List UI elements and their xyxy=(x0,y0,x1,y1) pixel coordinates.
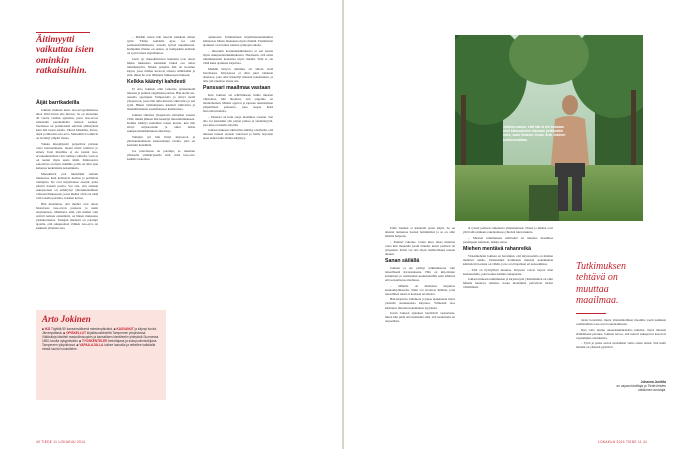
paragraph: Kun valta tuntuu oikeudenmukaiselta kaikista, myös miesten elämänlaatu paranee. Jokinen toivoo, että tulevat sukupolvet kasvavat vapaampina odotuksista. xyxy=(576,327,666,340)
bio-text: kulkee laavuilla ja retkeilee kaikkialla missä luonto houkuttelee. xyxy=(42,343,156,352)
bio-label: TYÖSKENTELEE xyxy=(81,339,108,344)
bio-label: OPISKELLUT xyxy=(66,331,86,336)
paragraph: – Pannari rakoilee. Usein mies alkaa muuttua vasta kun menettää jotain tärkeää, kuten perheen tai työpaikan. Kriisi voi olla myös mahdollisuus uuteen alkuun. xyxy=(385,239,455,256)
bio-text: ja käynyt koulut Järvenpäässä. xyxy=(42,327,157,336)
paragraph: – Innostuin koruuntutkimuksesta ja sen kautta myös sukupuolentutkimuksesta. Huomasin, että sama tutkimuskenttä koskettaa myös miehiä. Sillä ei ole väliä kuka ajatukset kirjoittaa. xyxy=(203,48,273,65)
subheading-sanan: Sanan säilällä xyxy=(385,257,420,264)
paragraph: Miehiin liittyvä tutkimus oli silloin vielä harvinaista. Kirjastossa ei ollut juuri lainkaan aineistoa, joka olisi käsitellyt miesten kokemuksia, ja aihe piti rakentaa alusta asti. xyxy=(203,66,273,83)
paragraph: tiedot tiedettäisi, mutta yhteismitallinen maailma vaatii kaikkien osallistumista tasa-arvon rakentamiseen. xyxy=(576,318,666,327)
paragraph: Jos tulevaisuus on parempi, se rakentuu yhteiselle ymmärrykselle siitä, mitä tasa-arvo kaikille tarkoittaa. xyxy=(127,148,195,161)
paragraph: Virkamiehenä Jokinen on havainnut, että kirjastoalalla on miehen mentävä aukko. Esimerkiksi kotimaisia miesten kokemuksia käsitteleviä teoksia on vähän, ja ne ovat hajallaan eri kokoelmissa. xyxy=(463,253,553,266)
photo-caption: Jokinen sanoo, että hän ei ole koskaan ollut kiinnostunut olemaan pelkästään mies, vaan ihminen. Kuva: Arto Jokinen kotikonnuillaan. xyxy=(503,125,566,142)
paragraph: Jaarit ryt miesaktiivisten kuuntelu ovat olleet hänen mukaansa kuitenkin tärkeä osa omaa tutkimustyötä. Niiden pohjalta hän on koonnut kirjan, jossa miehet kertovat omasta elämästään ja siitä, miksi he ovat lähteneet liikkeeseen mukaan. xyxy=(127,56,195,78)
paragraph: – Tyttö ja poika saavat molemmat valita oman tiensä. Sitä kohti meidän on yhdessä pyrittävä. xyxy=(576,341,666,350)
bio-box-title: Arto Jokinen xyxy=(42,314,91,324)
author-signature xyxy=(606,380,666,392)
footer-right: LOKAKUU 2014 TIEDE 11 41 xyxy=(598,440,648,444)
author-title: on vapaa toimittaja ja Tiede-lehden vakituinen avustaja. xyxy=(616,384,666,393)
article-column-3 xyxy=(203,35,273,402)
paragraph: Miesaktiivit ovat mielellään samoin tilanteessa kuin kohtaavat mediaa ja poliittisia toimijoita. Ne ovat kirjoittaneet esseitä, jotka pitävät naisten puolta. Vol olla, että samaan uskopuoleen on kehittynyt yhteiskunnallinen vahvaan liikkeeseen, jossa miehet eivät ole enää vain toisella puolella. Jokinen kertoo. xyxy=(36,171,98,201)
article-column-5 xyxy=(463,226,553,402)
paragraph: opinnoista. Feministinen kirjallisuudentutkimus kiinnostaa hänen mukaansa myös miehiä. Feministien ajatukset ovat tulleet tutuksi opintojen aikana. xyxy=(203,35,273,48)
paragraph: tä työssä perheen vaikutusta yhteiskuntaan. Naiset ja miehet ovat yhtä lailla mukana rakentamassa yhteistä tulevaisuutta. xyxy=(463,226,553,235)
paragraph: Jokinen mukaan koko tasa-arvopolitiikassa alkoi 2010-luvun alla murros. Se on haastanut 40 vuotta vanhan ajattelun, jossa tasa-arvoa edistetään parantamalla naisten asemaa. Suomessa on perinteisesti sellaisia yhdistyksiä kuin Isät lasten asialla, Vihreä Miesliike, Perus-Äijät ja Miesten tasa-arvo. Miesaktiivit toimivat on levinnyt ympäri maata. xyxy=(36,108,98,141)
paragraph: – Miesten tutkimuksen tehtävänä on muuttaa maailmaa parempaan suuntaan, tutkija sanoo. xyxy=(463,235,553,244)
article-column-4 xyxy=(385,226,455,402)
bio-text: kirjallisuustiedettä Tampereen yliopistossa. Väitöskirja käsitteli maskuliinisuuden ja kansallisen identiteetin yhteyksiä Suomessa 1800-luvulta nykypäivään. xyxy=(42,331,159,344)
paragraph: Jokisen mukaan tutkimuksen ja kirjastotyön yhdistäminen on ollut hänelle luonteva ratkaisu, koska molemmat palvelevat tiedon välittämistä. xyxy=(463,277,553,290)
article-column-1 xyxy=(36,98,98,306)
subheading-aijat: Äijät barrikadeilla xyxy=(36,100,80,106)
paragraph: – Minulle on mieluisaa kirjoittaa kaunokirjallisuutta. Siinä voi tavoittaa ihmisiä, joita tieteellinen teksti ei koskaan tavoittaisi. xyxy=(385,283,455,296)
paragraph: Jokinen väittelee yliopistosta tohtoriksi vuonna 1990, minkä jälkeen hän keskittyi miestutkimukseen. Kelkka kääntyi kuitenkin toisen kerran, kun hän siirtyi kirjastoalalle ja alkoi tutkia sukupuolentutkimuksen aineistoja. xyxy=(127,112,195,134)
paragraph: Kun Jokinen sai tehtäväkseen tutkia miesten väkivaltaa, hän huomasi, että ongelma on monitahoinen. Miehet oppivat jo lapsena rakentamaan ympärilleen panssaria, joka suojaa heitä haavoittuvuudelta. xyxy=(203,92,273,113)
article-column-2 xyxy=(127,35,195,402)
subheading-miehen: Miehen mentävä rahanreikä xyxy=(463,245,532,252)
footer-left: 40 TIEDE 11 LOKAKUU 2014 xyxy=(36,440,86,444)
bio-text: tiedottajana ja sukupuolentutkijana Tampereen yliopistossa. xyxy=(42,339,157,348)
paragraph: – Tätä on hyödyllistä muuttaa. Kirjastot voivat tarjota tilan keskustelulle, joka koskee kaikkia sukupuolia. xyxy=(463,267,553,276)
article-column-6 xyxy=(576,318,666,378)
subheading-kelkka: Kelkka kääntyi kahdesti xyxy=(127,79,186,86)
bio-line: ■ IKÄ Täyttää 50 kansainvälisenä miestenpäivänä. ■ KASVANUT ja käynyt koulut Järvenpäässä. ■ OPISKELLUT kirjallisuustiedettä Tampereen yliopistossa. Väitöskirja käsitteli maskuliinisuuden ja kansallisen identiteetin yhteyksiä Suomessa 1800-luvulta nykypäivään. ■ TYÖSKENTELEE tiedottajana ja sukupuolentutkijana Tampereen yliopistossa. ■ VAPAA-AJALLA kulkee laavuilla ja retkeilee kaikkialla missä luonto houkuttelee. xyxy=(42,327,159,352)
paragraph: El Arto Jokinen ollut tarkoitus työskennellä miesten ja poikien ongelmien parissa. Hän aloitti ala-asteella opettajana Tampereella ja siirtyi sieltä yliopistoon, jossa hän tutki miesten väkivaltaa ja sen syitä. Hänen väitöskirjansa käsitteli väkivaltaa ja maskuliinisuutta suomalaisessa kulttuurissa. xyxy=(127,87,195,112)
paragraph: Usein Jokisen ajatukset herättävät vastustusta, mutta hän pitää sitä merkkinä siitä, että keskustelu on tarpeellista. xyxy=(385,311,455,324)
paragraph: Vaikka miesjärjestöt palpattivat piirtaan vasta internetaikana, monet niistä toimivat jo ennen. Uusi miesliike ei ole tuonut tasa-arvokeskusteluun vain vanhoja väitteitä, vaan se on tuonut myös uusia ääniä. Kiinnostava sanottavaa on myös miehille, joilla on ollut ajan kuluessa uudenlaisia kokemuksia. xyxy=(36,141,98,171)
subheading-panssari: Panssari maailmaa vastaan xyxy=(203,84,271,91)
bio-text: Täyttää 50 kansainvälisenä miestenpäivänä. xyxy=(51,327,113,331)
paragraph: Hän kirjoittaa väliaikoja ja jakaa ajatuksiaan myös yleisölle suunnatuissa kirjoissa. Viimeisin teos käsittelee miesten kokemuksia isyydestä. xyxy=(385,297,455,310)
paragraph: Jokinen ei ole pitänyt tutkimuksesta vain tieteellisenä harrastuksena. Hän on kirjoittanut kolumneja ja osallistunut keskusteluihin sekä lehdissä että sosiaalisessa mediassa. xyxy=(385,265,455,283)
paragraph: – Pitkään lasten hän tekevät kaikkein eniten työtä. Yhden kohdalla kyse voi olla perheenelättämisestä, toisella työssä uupumisesta. Kumpikin tilanne on raskas, ja kumpaakin kohtaan on syytä tuntea myötätuntoa. xyxy=(127,35,195,56)
paragraph: Jokisen mukaan väkivallan ehkäisy edellyttää, että miesten tunteet otetaan vakavasti ja heille tarjotaan apua ennen kuin tilanne kärjistyy. xyxy=(203,128,273,141)
paragraph: Tutkijan työ hän liittyi kirjastoon ja yhteiskunnalliseen keskusteluun tavalla, joka on kantanut hedelmää. xyxy=(127,134,195,147)
paragraph: Hän muistuttaa, että miehet ovat olleet historiassa tasa-arvon puolesta ja usein etujoukoissa. Mielikuva siitä, että miehet vain estävät naisten etenemistä, on hänen mukaansa yksinkertaistus. Tutkijan mielestä on parempi ajatella, että sukupuolten välinen tasa-arvo on kaikkien yhteinen asia. xyxy=(36,201,98,231)
pull-quote-left: Äitimyytti vaikuttaa isien ominkin ratkaisuihin. xyxy=(36,34,94,77)
pull-quote-rule xyxy=(36,32,90,33)
paragraph: – Panssari on kuin suoja maailmaa vastaan. Sen alla voi kuitenkin olla paljon pelkoa ja yksinäisyyttä, jota mies ei uskalla näyttää. xyxy=(203,114,273,127)
paragraph: Endä Jokinen ei käsitteitä jaaret käytä. Se on alkanut tunnustaa itsensä feministiksi ja se on ollut hänelle helpotus. xyxy=(385,226,455,239)
pull-quote-rule-right xyxy=(576,313,606,314)
author-name: Johanna Junttila xyxy=(640,380,666,384)
bio-label: KASVANUT xyxy=(116,327,134,331)
bio-label: IKÄ xyxy=(44,327,51,331)
pull-quote-right: Tutkimuksen tehtävä on muuttaa maailmaa. xyxy=(576,261,626,307)
bio-label: VAPAA-AJALLA xyxy=(79,343,104,348)
